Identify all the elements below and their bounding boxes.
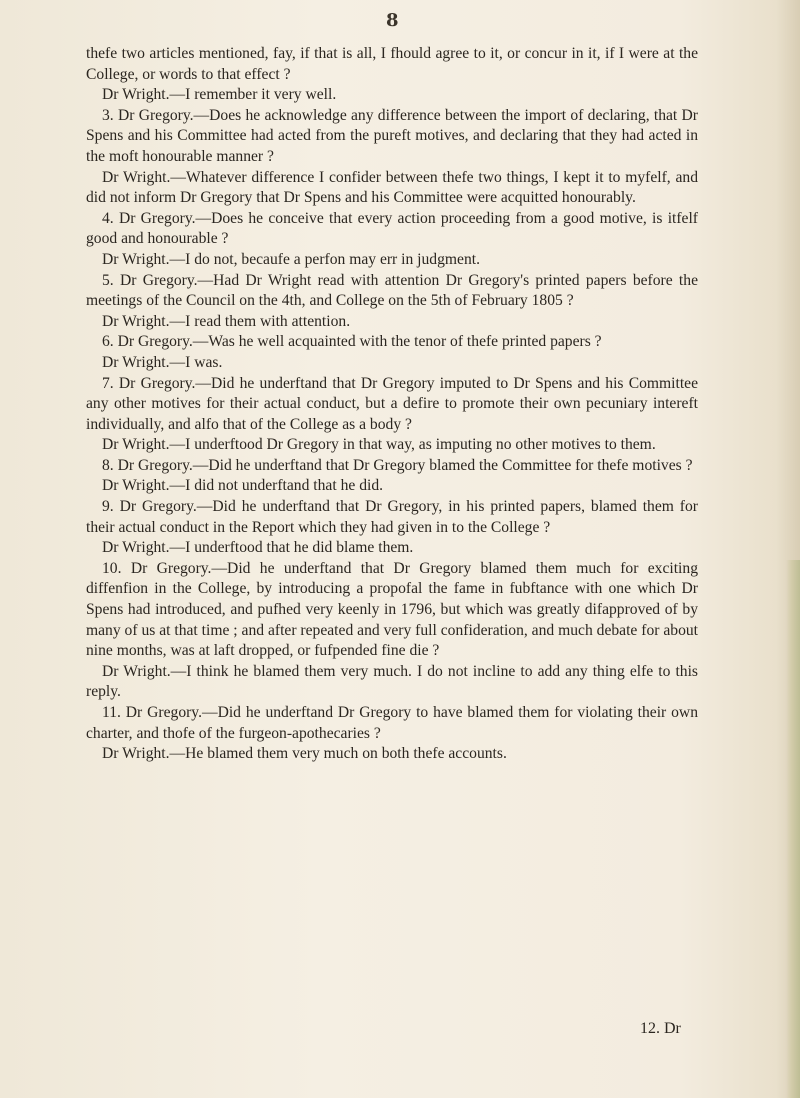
answer-8: Dr Wright.—I did not underftand that he did. (102, 477, 384, 495)
answer-6: Dr Wright.—I was. (102, 353, 223, 371)
question-9: 9. Dr Gregory.—Did he underftand that Dr Gregory, in his printed papers, blamed them for their actual conduct in the Report which they had given in to the College ? (86, 498, 698, 536)
question-10: 10. Dr Gregory.—Did he underftand that Dr Gregory blamed them much for exciting diffenfion in the College, by introducing a propofal the fame in fubftance with one which Dr Spens had introduced, and pufhed very keenly in 1796, but which was greatly difapproved of by many of us at that time ; and after repeated and very full confideration, and much debate for about nine months, was at laft dropped, or fufpended fine die ? (86, 559, 698, 660)
question-3: 3. Dr Gregory.—Does he acknowledge any difference between the import of declaring, that Dr Spens and his Committee had acted from the pureft motives, and declaring that they had acted in the moft honourable manner ? (86, 106, 698, 165)
body-text (86, 44, 698, 765)
answer-10: Dr Wright.—I think he blamed them very much. I do not incline to add any thing elfe to this reply. (86, 662, 698, 701)
answer-9: Dr Wright.—I underftood that he did blame them. (102, 539, 414, 557)
answer-1: Dr Wright.—I remember it very well. (102, 86, 337, 104)
answer-7: Dr Wright.—I underftood Dr Gregory in that way, as imputing no other motives to them. (102, 436, 656, 454)
answer-11: Dr Wright.—He blamed them very much on both thefe accounts. (102, 745, 507, 763)
question-5: 5. Dr Gregory.—Had Dr Wright read with attention Dr Gregory's printed papers before the meetings of the Council on the 4th, and College on the 5th of February 1805 ? (86, 271, 698, 310)
question-6: 6. Dr Gregory.—Was he well acquainted with the tenor of thefe printed papers ? (102, 333, 602, 351)
catchword: 12. Dr (640, 1020, 681, 1037)
question-7: 7. Dr Gregory.—Did he underftand that Dr Gregory imputed to Dr Spens and his Committee any other motives for their actual conduct, but a defire to promote their own pecuniary intereft individually, and alfo that of the College as a body ? (86, 374, 698, 433)
answer-3: Dr Wright.—Whatever difference I confider between thefe two things, I kept it to myfelf, and did not inform Dr Gregory that Dr Spens and his Committee were acquitted honourably. (86, 168, 698, 207)
question-4: 4. Dr Gregory.—Does he conceive that every action proceeding from a good motive, is itfelf good and honourable ? (86, 209, 698, 248)
answer-4: Dr Wright.—I do not, becaufe a perfon may err in judgment. (102, 250, 480, 268)
answer-5: Dr Wright.—I read them with attention. (102, 312, 351, 330)
continuation-text: thefe two articles mentioned, fay, if that is all, I fhould agree to it, or concur in it, if I were at the College, or words to that effect ? (86, 45, 698, 83)
page-edge-shadow (786, 560, 800, 1098)
question-8: 8. Dr Gregory.—Did he underftand that Dr Gregory blamed the Committee for thefe motives ? (102, 456, 693, 474)
page-number: 8 (386, 10, 399, 31)
question-11: 11. Dr Gregory.—Did he underftand Dr Gregory to have blamed them for violating their own charter, and thofe of the furgeon-apothecaries ? (86, 704, 698, 742)
